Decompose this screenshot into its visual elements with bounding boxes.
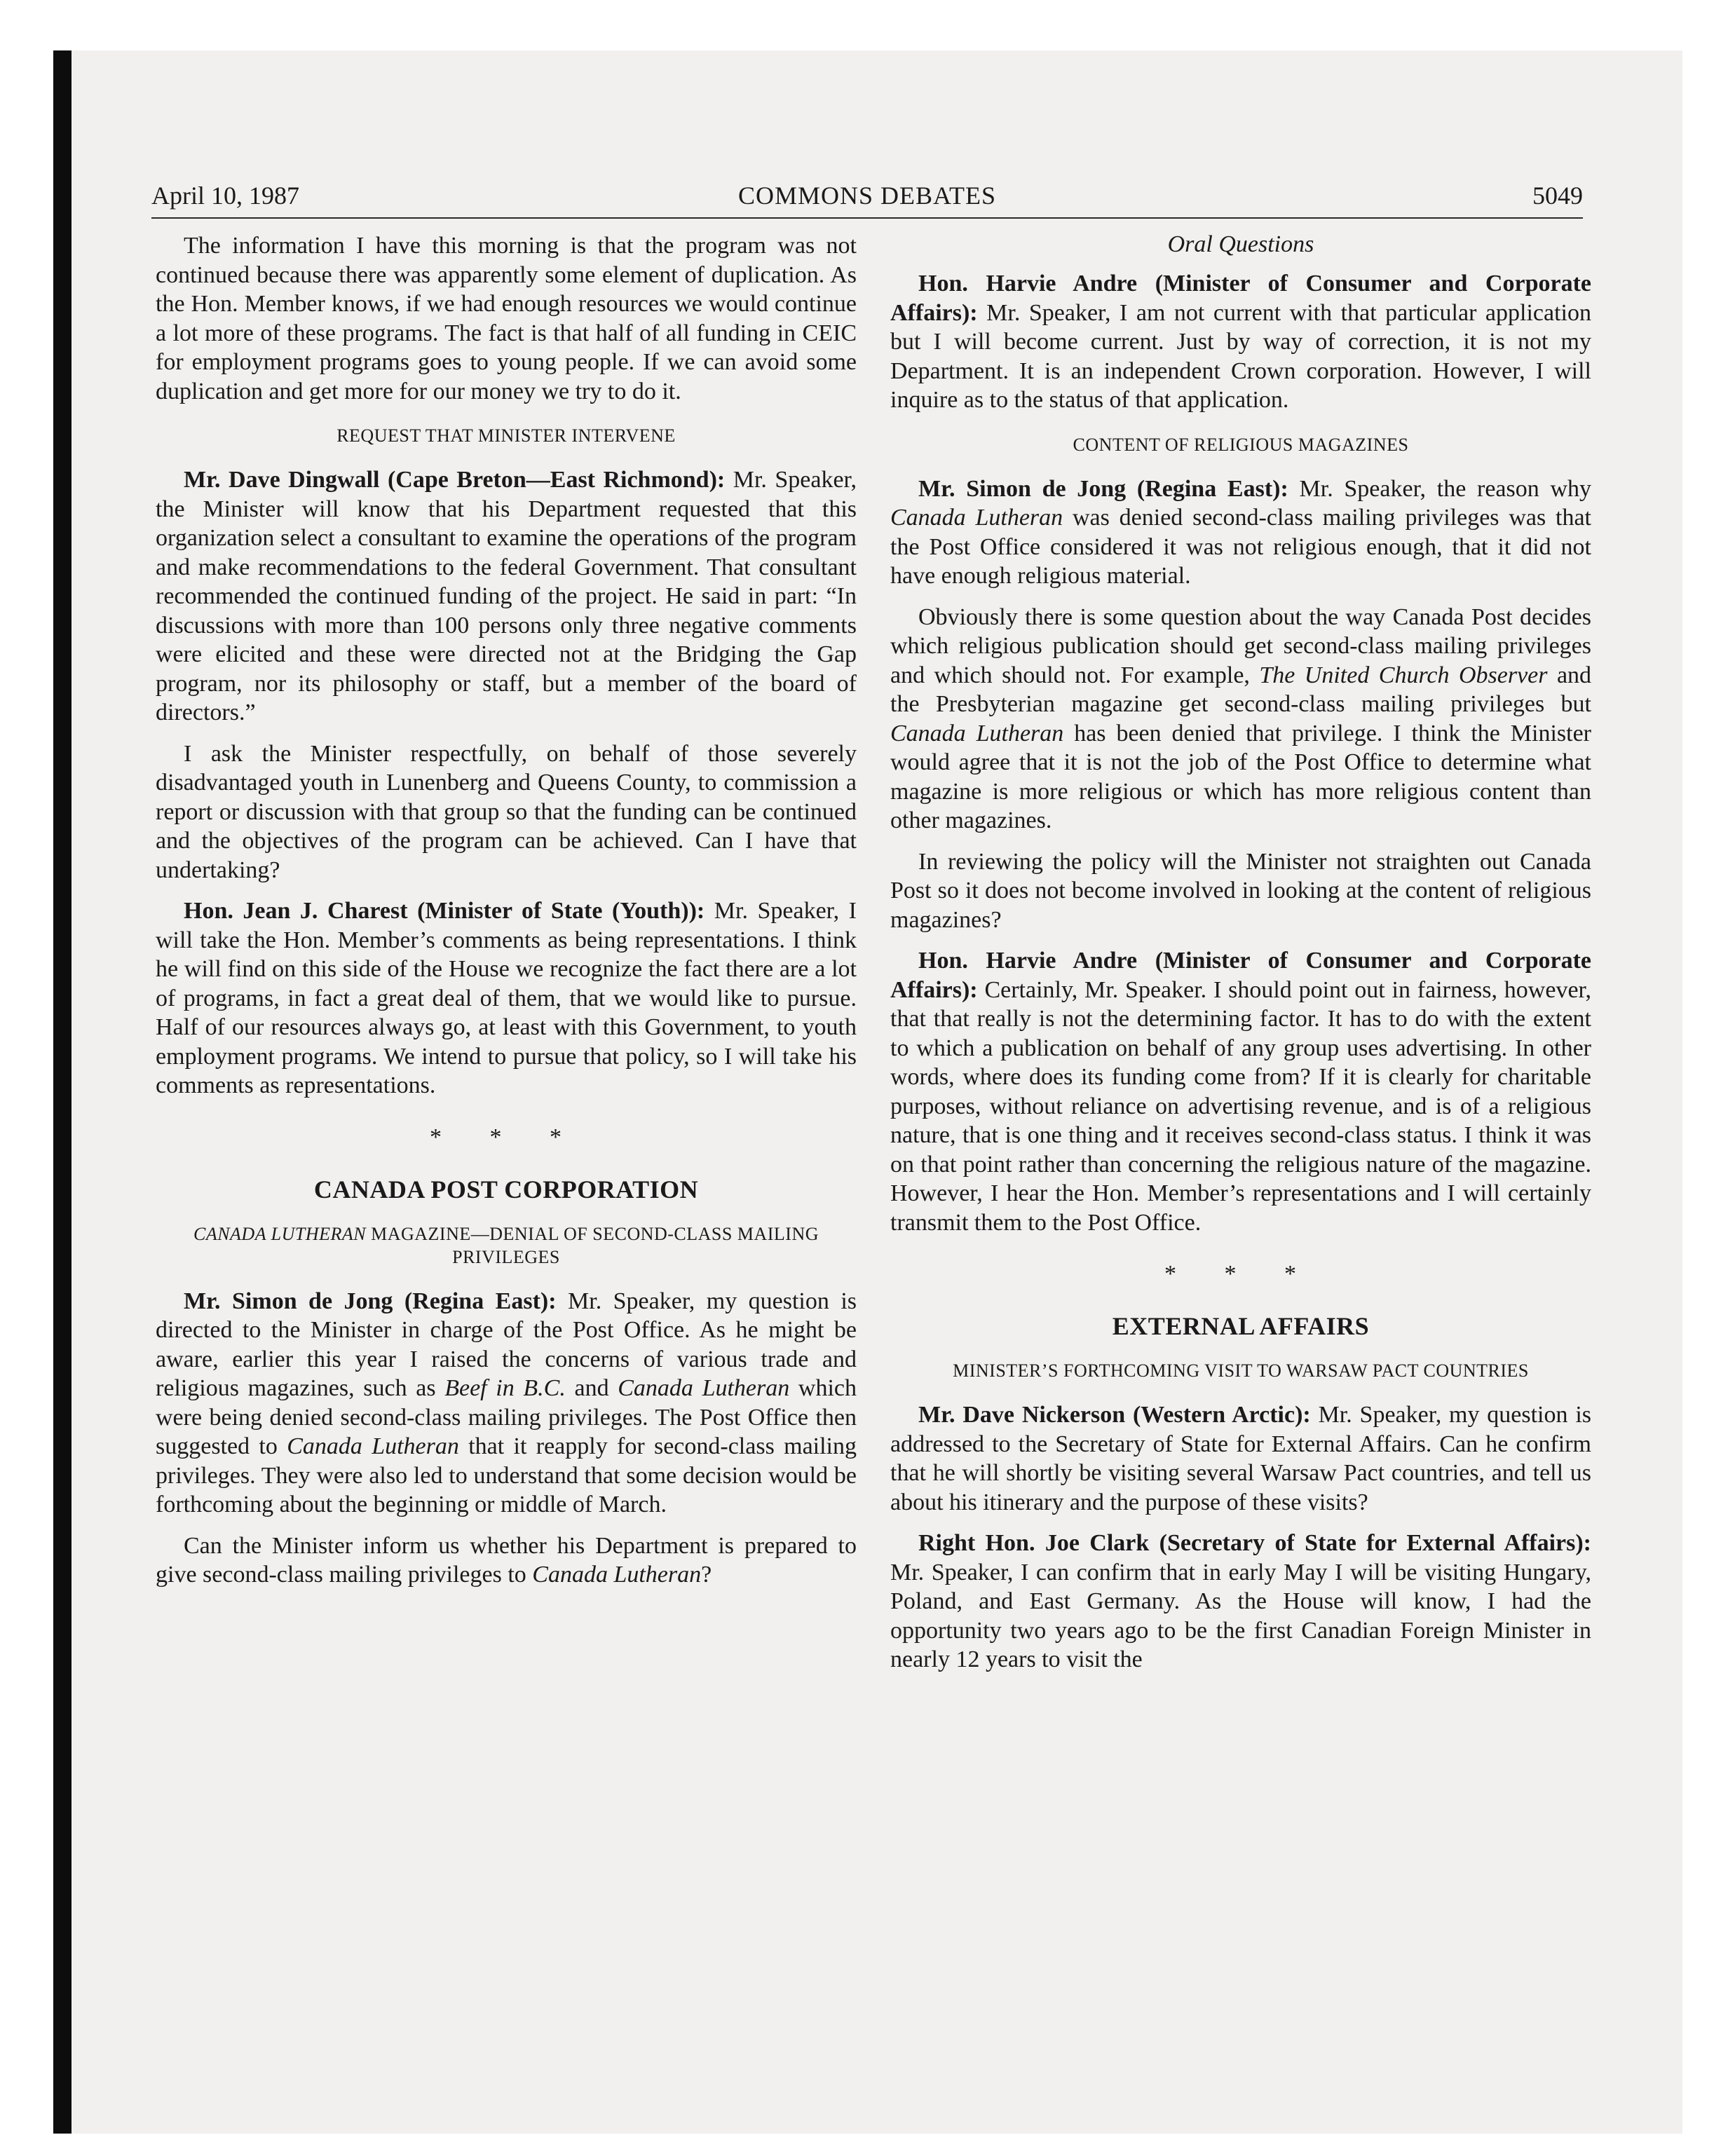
- topic-heading: CONTENT OF RELIGIOUS MAGAZINES: [1073, 434, 1409, 455]
- topic-heading: CANADA LUTHERAN MAGAZINE—DENIAL OF SECOND-CLASS MAILING PRIVILEGES: [193, 1223, 819, 1267]
- topic-heading: REQUEST THAT MINISTER INTERVENE: [336, 425, 676, 446]
- speaker-name: Hon. Jean J. Charest (Minister of State (Youth)):: [184, 898, 705, 924]
- scan-edge-bar: [53, 50, 72, 2134]
- section-heading: CANADA POST CORPORATION: [313, 1175, 699, 1203]
- paragraph: Hon. Harvie Andre (Minister of Consumer and Corporate Affairs): Certainly, Mr. Speaker. I should point out in fairness, however, that that really is not the determining factor. It has to do with the extent to which a publication on behalf of any group uses advertising. In other words, where does its funding come from? If it is clearly for charitable purposes, without reliance on advertising revenue, and is of a religious nature, that is one thing and it receives second-class status. I think it was on that point rather than concerning the religious nature of the magazine. However, I hear the Hon. Member’s representations and I will certainly transmit them to the Post Office.: [890, 948, 1591, 1236]
- running-subheading: Oral Questions: [1167, 231, 1314, 257]
- section-separator: * * *: [1164, 1261, 1317, 1287]
- paragraph: Mr. Simon de Jong (Regina East): Mr. Speaker, the reason why Canada Lutheran was denied second-class mailing privileges was that the Post Office considered it was not religious enough, that it did not have enough religious material.: [890, 475, 1591, 589]
- section-heading: EXTERNAL AFFAIRS: [1112, 1312, 1370, 1340]
- speaker-name: Mr. Simon de Jong (Regina East):: [918, 475, 1288, 502]
- paragraph: Right Hon. Joe Clark (Secretary of State for External Affairs): Mr. Speaker, I can confirm that in early May I will be visiting Hungary, Poland, and East Germany. As the House will know, I had the opportunity two years ago to be the first Canadian Foreign Minister in nearly 12 years to visit the: [890, 1530, 1591, 1672]
- paragraph: Obviously there is some question about the way Canada Post decides which religious publication should get second-class mailing privileges and which should not. For example, The United Church Observer and the Presbyterian magazine get second-class mailing privileges but Canada Lutheran has been denied that privilege. I think the Minister would agree that it is not the job of the Post Office to determine what magazine is more religious or which has more religious content than other magazines.: [890, 603, 1591, 833]
- speaker-name: Hon. Harvie Andre (Minister of Consumer and Corporate Affairs):: [890, 948, 1591, 1003]
- left-column: [156, 231, 857, 2026]
- paragraph: I ask the Minister respectfully, on behalf of those severely disadvantaged youth in Lunenberg and Queens County, to commission a report or discussion with that group so that the funding can be continued and the objectives of the program can be achieved. Can I have that undertaking?: [156, 740, 857, 883]
- paragraph: Mr. Simon de Jong (Regina East): Mr. Speaker, my question is directed to the Minister in charge of the Post Office. As he might be aware, earlier this year I raised the concerns of various trade and religious magazines, such as Beef in B.C. and Canada Lutheran which were being denied second-class mailing privileges. The Post Office then suggested to Canada Lutheran that it reapply for second-class mailing privileges. They were also led to understand that some decision would be forthcoming about the beginning or middle of March.: [156, 1288, 857, 1517]
- header-page-number: 5049: [1532, 182, 1583, 210]
- paragraph: Mr. Dave Nickerson (Western Arctic): Mr. Speaker, my question is addressed to the Secretary of State for External Affairs. Can he confirm that he will shortly be visiting several Warsaw Pact countries, and tell us about his itinerary and the purpose of these visits?: [890, 1402, 1591, 1515]
- paragraph: Can the Minister inform us whether his Department is prepared to give second-class mailing privileges to Canada Lutheran?: [156, 1532, 857, 1588]
- header-title: COMMONS DEBATES: [737, 182, 997, 210]
- paragraph: Mr. Dave Dingwall (Cape Breton—East Richmond): Mr. Speaker, the Minister will know that his Department requested that this organization select a consultant to examine the operations of the program and make recommendations to the federal Government. That consultant recommended the continued funding of the project. He said in part: “In discussions with more than 100 persons only three negative comments were elicited and these were directed not at the Bridging the Gap program, nor its philosophy or staff, but a member of the board of directors.”: [156, 467, 857, 725]
- paragraph: Hon. Harvie Andre (Minister of Consumer and Corporate Affairs): Mr. Speaker, I am not current with that particular application but I will become current. Just by way of correction, it is not my Department. It is an independent Crown corporation. However, I will inquire as to the status of that application.: [890, 271, 1591, 413]
- speaker-name: Mr. Dave Dingwall (Cape Breton—East Richmond):: [184, 467, 726, 493]
- paragraph: Hon. Jean J. Charest (Minister of State (Youth)): Mr. Speaker, I will take the Hon. Member’s comments as being representations. I think he will find on this side of the House we recognize the fact there are a lot of programs, in fact a great deal of them, that we would like to pursue. Half of our resources always go, at least with this Government, to youth employment programs. We intend to pursue that policy, so I will take his comments as representations.: [156, 898, 857, 1098]
- section-separator: * * *: [430, 1124, 583, 1150]
- right-column: [890, 231, 1591, 2026]
- speaker-name: Mr. Dave Nickerson (Western Arctic):: [918, 1402, 1311, 1428]
- header-date: April 10, 1987: [151, 182, 299, 210]
- paragraph: In reviewing the policy will the Minister not straighten out Canada Post so it does not become involved in looking at the content of religious magazines?: [890, 848, 1591, 933]
- speaker-name: Right Hon. Joe Clark (Secretary of State for External Affairs):: [918, 1530, 1591, 1556]
- speaker-name: Mr. Simon de Jong (Regina East):: [184, 1288, 557, 1314]
- page-header: [151, 178, 1583, 219]
- speaker-name: Hon. Harvie Andre (Minister of Consumer and Corporate Affairs):: [890, 271, 1591, 326]
- topic-heading: MINISTER’S FORTHCOMING VISIT TO WARSAW PACT COUNTRIES: [953, 1360, 1529, 1381]
- paragraph: The information I have this morning is that the program was not continued because there was apparently some element of duplication. As the Hon. Member knows, if we had enough resources we would continue a lot more of these programs. The fact is that half of all funding in CEIC for employment programs goes to young people. If we can avoid some duplication and get more for our money we try to do it.: [156, 233, 857, 404]
